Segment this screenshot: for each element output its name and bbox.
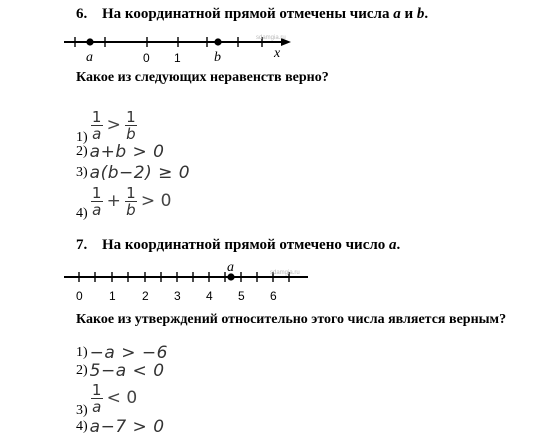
- q6-o4-num1: 1: [91, 183, 102, 202]
- q6-watermark: sdamgia.ru: [256, 35, 286, 41]
- q6-option-4-number: 4): [76, 206, 88, 221]
- q7-title: [76, 237, 400, 254]
- q7-tick-label-3: 3: [174, 289, 181, 303]
- q6-option-1-fraction-2: [125, 109, 137, 142]
- q6-option-3-expression: a(b−2) ≥ 0: [89, 163, 191, 183]
- q6-tick-label-0: 0: [143, 51, 150, 65]
- q6-tick-label-1: 1: [174, 51, 181, 65]
- q6-option-2-expression: a+b > 0: [89, 142, 165, 162]
- q7-option-2-number: 2): [76, 363, 88, 378]
- q7-number: 7.: [76, 237, 88, 253]
- q7-option-4-expression: a−7 > 0: [89, 417, 165, 437]
- q6-label-x: x: [274, 46, 281, 61]
- q7-watermark: sdamgia.ru: [270, 270, 300, 276]
- q7-option-3-relation: < 0: [106, 388, 138, 408]
- q7-option-4-number: 4): [76, 419, 88, 434]
- q7-title-end: .: [396, 237, 401, 253]
- q6-option-3-number: 3): [76, 165, 88, 180]
- q6-o1-den2: b: [126, 124, 136, 143]
- q7-label-a: a: [227, 260, 234, 275]
- q6-point-a: [86, 38, 93, 45]
- q6-title-text: На координатной прямой отмечены числа: [102, 6, 394, 22]
- q6-option-4-fraction-1: [91, 185, 103, 218]
- q7-tick-label-2: 2: [142, 289, 149, 303]
- q6-o4-den1: a: [92, 200, 102, 219]
- q7-o3-num: 1: [91, 380, 102, 399]
- q6-var-a: a: [393, 6, 401, 22]
- q7-option-4[interactable]: [76, 417, 165, 437]
- q6-question: Какое из следующих неравенств верно?: [76, 70, 329, 85]
- q7-var-a: a: [389, 237, 397, 253]
- q6-number: 6.: [76, 6, 88, 22]
- q7-option-1-number: 1): [76, 345, 88, 360]
- q6-label-a: a: [86, 50, 93, 65]
- q6-label-b: b: [214, 50, 221, 65]
- q6-option-4-relation: > 0: [140, 191, 172, 211]
- q7-option-1-expression: −a > −6: [89, 343, 168, 363]
- q6-option-4-fraction-2: [125, 185, 137, 218]
- q7-tick-label-6: 6: [270, 289, 277, 303]
- q7-option-3[interactable]: [76, 377, 140, 419]
- q7-tick-label-5: 5: [238, 289, 245, 303]
- q6-o1-num2: 1: [126, 107, 136, 126]
- q6-o1-num1: 1: [91, 107, 102, 126]
- q6-option-4-plus: +: [106, 191, 121, 211]
- q7-tick-label-0: 0: [76, 289, 83, 303]
- q7-option-1[interactable]: [76, 343, 168, 363]
- q7-option-3-number: 3): [76, 403, 88, 418]
- q7-title-text: На координатной прямой отмечено число: [102, 237, 390, 253]
- q7-tick-label-1: 1: [109, 289, 116, 303]
- q6-option-2[interactable]: [76, 142, 165, 162]
- q6-title-and: и: [400, 6, 417, 22]
- q6-option-1-relation: >: [106, 115, 121, 135]
- q7-option-2-expression: 5−a < 0: [89, 361, 165, 381]
- q7-tick-label-4: 4: [206, 289, 213, 303]
- q6-option-4[interactable]: [76, 180, 174, 222]
- q6-point-b: [214, 38, 221, 45]
- q6-o1-den1: a: [92, 124, 102, 143]
- q6-option-1-fraction-1: [91, 109, 103, 142]
- q7-o3-den: a: [92, 397, 102, 416]
- q7-option-3-fraction: [91, 382, 103, 415]
- q6-var-b: b: [416, 6, 425, 22]
- q6-o4-num2: 1: [126, 183, 136, 202]
- q7-question: Какое из утверждений относительно этого числа является верным?: [76, 312, 507, 327]
- q6-title-end: .: [424, 6, 429, 22]
- q6-option-2-number: 2): [76, 144, 88, 159]
- q6-option-1-number: 1): [76, 130, 88, 145]
- q6-o4-den2: b: [126, 200, 136, 219]
- q6-option-1[interactable]: [76, 104, 138, 146]
